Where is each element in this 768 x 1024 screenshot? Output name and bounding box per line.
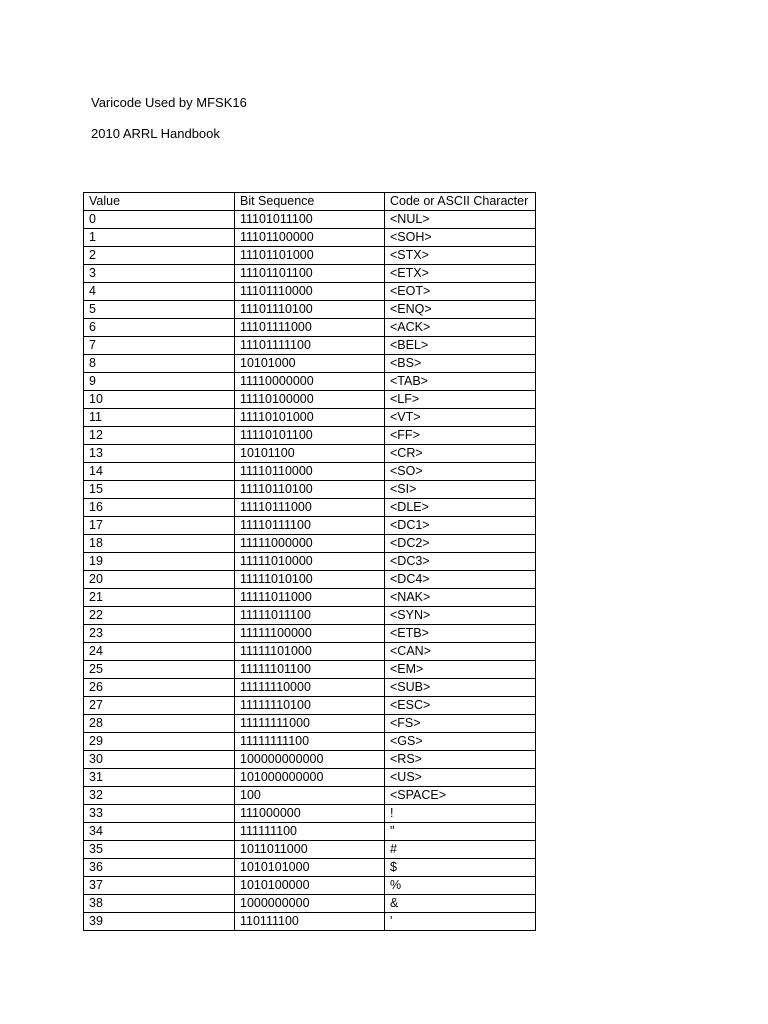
value-cell: 29 bbox=[84, 733, 235, 751]
code-cell: <EOT> bbox=[385, 283, 536, 301]
table-row bbox=[84, 607, 536, 625]
code-cell: <ENQ> bbox=[385, 301, 536, 319]
code-cell: $ bbox=[385, 859, 536, 877]
bit-sequence-cell: 100 bbox=[235, 787, 385, 805]
value-cell: 37 bbox=[84, 877, 235, 895]
bit-sequence-cell: 11111010100 bbox=[235, 571, 385, 589]
bit-sequence-cell: 11111110000 bbox=[235, 679, 385, 697]
table-row bbox=[84, 499, 536, 517]
value-cell: 22 bbox=[84, 607, 235, 625]
table-row bbox=[84, 913, 536, 931]
code-cell: <SPACE> bbox=[385, 787, 536, 805]
bit-sequence-cell: 11111000000 bbox=[235, 535, 385, 553]
value-cell: 33 bbox=[84, 805, 235, 823]
table-row bbox=[84, 751, 536, 769]
column-header-bit-sequence: Bit Sequence bbox=[235, 193, 385, 211]
code-cell: <TAB> bbox=[385, 373, 536, 391]
table-row bbox=[84, 661, 536, 679]
code-cell: % bbox=[385, 877, 536, 895]
value-cell: 30 bbox=[84, 751, 235, 769]
code-cell: <STX> bbox=[385, 247, 536, 265]
value-cell: 20 bbox=[84, 571, 235, 589]
bit-sequence-cell: 11101110100 bbox=[235, 301, 385, 319]
code-cell: <ESC> bbox=[385, 697, 536, 715]
bit-sequence-cell: 110111100 bbox=[235, 913, 385, 931]
value-cell: 39 bbox=[84, 913, 235, 931]
value-cell: 1 bbox=[84, 229, 235, 247]
table-row bbox=[84, 517, 536, 535]
bit-sequence-cell: 10101000 bbox=[235, 355, 385, 373]
table-row bbox=[84, 373, 536, 391]
code-cell: <DC4> bbox=[385, 571, 536, 589]
bit-sequence-cell: 111111100 bbox=[235, 823, 385, 841]
table-row bbox=[84, 769, 536, 787]
table-row bbox=[84, 805, 536, 823]
value-cell: 12 bbox=[84, 427, 235, 445]
table-row bbox=[84, 787, 536, 805]
code-cell: <RS> bbox=[385, 751, 536, 769]
table-row bbox=[84, 355, 536, 373]
table-body bbox=[84, 211, 536, 931]
code-cell: # bbox=[385, 841, 536, 859]
value-cell: 8 bbox=[84, 355, 235, 373]
bit-sequence-cell: 11101110000 bbox=[235, 283, 385, 301]
code-cell: <ETB> bbox=[385, 625, 536, 643]
bit-sequence-cell: 11111101000 bbox=[235, 643, 385, 661]
code-cell: <FF> bbox=[385, 427, 536, 445]
value-cell: 38 bbox=[84, 895, 235, 913]
value-cell: 2 bbox=[84, 247, 235, 265]
value-cell: 27 bbox=[84, 697, 235, 715]
column-header-value: Value bbox=[84, 193, 235, 211]
bit-sequence-cell: 11101100000 bbox=[235, 229, 385, 247]
table-row bbox=[84, 697, 536, 715]
bit-sequence-cell: 11101111100 bbox=[235, 337, 385, 355]
document-title: Varicode Used by MFSK16 bbox=[91, 95, 247, 110]
varicode-table bbox=[83, 192, 536, 931]
bit-sequence-cell: 11110101000 bbox=[235, 409, 385, 427]
value-cell: 24 bbox=[84, 643, 235, 661]
code-cell: <DLE> bbox=[385, 499, 536, 517]
table-row bbox=[84, 265, 536, 283]
value-cell: 26 bbox=[84, 679, 235, 697]
bit-sequence-cell: 11101011100 bbox=[235, 211, 385, 229]
code-cell: ! bbox=[385, 805, 536, 823]
code-cell: <DC2> bbox=[385, 535, 536, 553]
document-subtitle: 2010 ARRL Handbook bbox=[91, 126, 220, 141]
code-cell: <GS> bbox=[385, 733, 536, 751]
value-cell: 23 bbox=[84, 625, 235, 643]
table-row bbox=[84, 571, 536, 589]
bit-sequence-cell: 11110111100 bbox=[235, 517, 385, 535]
bit-sequence-cell: 11111101100 bbox=[235, 661, 385, 679]
table-row bbox=[84, 877, 536, 895]
bit-sequence-cell: 11111111000 bbox=[235, 715, 385, 733]
value-cell: 28 bbox=[84, 715, 235, 733]
table-row bbox=[84, 247, 536, 265]
table-row bbox=[84, 391, 536, 409]
value-cell: 9 bbox=[84, 373, 235, 391]
table-row bbox=[84, 823, 536, 841]
code-cell: <NUL> bbox=[385, 211, 536, 229]
table-row bbox=[84, 841, 536, 859]
table-header bbox=[84, 193, 536, 211]
bit-sequence-cell: 11110100000 bbox=[235, 391, 385, 409]
value-cell: 10 bbox=[84, 391, 235, 409]
code-cell: <BEL> bbox=[385, 337, 536, 355]
code-cell: <DC1> bbox=[385, 517, 536, 535]
bit-sequence-cell: 11110110000 bbox=[235, 463, 385, 481]
bit-sequence-cell: 11111111100 bbox=[235, 733, 385, 751]
table-row bbox=[84, 625, 536, 643]
bit-sequence-cell: 11111011100 bbox=[235, 607, 385, 625]
value-cell: 0 bbox=[84, 211, 235, 229]
table-row bbox=[84, 301, 536, 319]
value-cell: 35 bbox=[84, 841, 235, 859]
value-cell: 4 bbox=[84, 283, 235, 301]
bit-sequence-cell: 1010100000 bbox=[235, 877, 385, 895]
code-cell: <FS> bbox=[385, 715, 536, 733]
value-cell: 32 bbox=[84, 787, 235, 805]
value-cell: 7 bbox=[84, 337, 235, 355]
code-cell: <VT> bbox=[385, 409, 536, 427]
table-row bbox=[84, 229, 536, 247]
value-cell: 18 bbox=[84, 535, 235, 553]
code-cell: <CAN> bbox=[385, 643, 536, 661]
value-cell: 15 bbox=[84, 481, 235, 499]
code-cell: <LF> bbox=[385, 391, 536, 409]
bit-sequence-cell: 11111010000 bbox=[235, 553, 385, 571]
value-cell: 6 bbox=[84, 319, 235, 337]
bit-sequence-cell: 1010101000 bbox=[235, 859, 385, 877]
table-row bbox=[84, 643, 536, 661]
bit-sequence-cell: 11111100000 bbox=[235, 625, 385, 643]
column-header-code: Code or ASCII Character bbox=[385, 193, 536, 211]
code-cell: ' bbox=[385, 913, 536, 931]
bit-sequence-cell: 1000000000 bbox=[235, 895, 385, 913]
value-cell: 3 bbox=[84, 265, 235, 283]
code-cell: <SI> bbox=[385, 481, 536, 499]
code-cell: <SOH> bbox=[385, 229, 536, 247]
code-cell: <SO> bbox=[385, 463, 536, 481]
table-row bbox=[84, 463, 536, 481]
value-cell: 16 bbox=[84, 499, 235, 517]
code-cell: <ACK> bbox=[385, 319, 536, 337]
bit-sequence-cell: 100000000000 bbox=[235, 751, 385, 769]
table-header-row bbox=[84, 193, 536, 211]
bit-sequence-cell: 111000000 bbox=[235, 805, 385, 823]
value-cell: 11 bbox=[84, 409, 235, 427]
table-row bbox=[84, 337, 536, 355]
table-row bbox=[84, 409, 536, 427]
value-cell: 31 bbox=[84, 769, 235, 787]
code-cell: & bbox=[385, 895, 536, 913]
table-row bbox=[84, 535, 536, 553]
bit-sequence-cell: 11101101100 bbox=[235, 265, 385, 283]
code-cell: <SUB> bbox=[385, 679, 536, 697]
bit-sequence-cell: 11110000000 bbox=[235, 373, 385, 391]
bit-sequence-cell: 11111110100 bbox=[235, 697, 385, 715]
code-cell: <CR> bbox=[385, 445, 536, 463]
value-cell: 13 bbox=[84, 445, 235, 463]
value-cell: 14 bbox=[84, 463, 235, 481]
bit-sequence-cell: 11110101100 bbox=[235, 427, 385, 445]
code-cell: <ETX> bbox=[385, 265, 536, 283]
table-row bbox=[84, 859, 536, 877]
code-cell: <EM> bbox=[385, 661, 536, 679]
bit-sequence-cell: 101000000000 bbox=[235, 769, 385, 787]
table-row bbox=[84, 427, 536, 445]
bit-sequence-cell: 11110111000 bbox=[235, 499, 385, 517]
code-cell: " bbox=[385, 823, 536, 841]
bit-sequence-cell: 11111011000 bbox=[235, 589, 385, 607]
bit-sequence-cell: 11101111000 bbox=[235, 319, 385, 337]
table-row bbox=[84, 319, 536, 337]
value-cell: 36 bbox=[84, 859, 235, 877]
table-row bbox=[84, 589, 536, 607]
table-row bbox=[84, 481, 536, 499]
bit-sequence-cell: 10101100 bbox=[235, 445, 385, 463]
bit-sequence-cell: 11110110100 bbox=[235, 481, 385, 499]
table-row bbox=[84, 283, 536, 301]
value-cell: 17 bbox=[84, 517, 235, 535]
table-row bbox=[84, 553, 536, 571]
table-row bbox=[84, 895, 536, 913]
table-row bbox=[84, 445, 536, 463]
table-row bbox=[84, 715, 536, 733]
bit-sequence-cell: 1011011000 bbox=[235, 841, 385, 859]
value-cell: 25 bbox=[84, 661, 235, 679]
bit-sequence-cell: 11101101000 bbox=[235, 247, 385, 265]
table-row bbox=[84, 733, 536, 751]
code-cell: <DC3> bbox=[385, 553, 536, 571]
code-cell: <SYN> bbox=[385, 607, 536, 625]
value-cell: 5 bbox=[84, 301, 235, 319]
value-cell: 19 bbox=[84, 553, 235, 571]
code-cell: <BS> bbox=[385, 355, 536, 373]
code-cell: <NAK> bbox=[385, 589, 536, 607]
value-cell: 21 bbox=[84, 589, 235, 607]
table-row bbox=[84, 211, 536, 229]
code-cell: <US> bbox=[385, 769, 536, 787]
table-row bbox=[84, 679, 536, 697]
value-cell: 34 bbox=[84, 823, 235, 841]
